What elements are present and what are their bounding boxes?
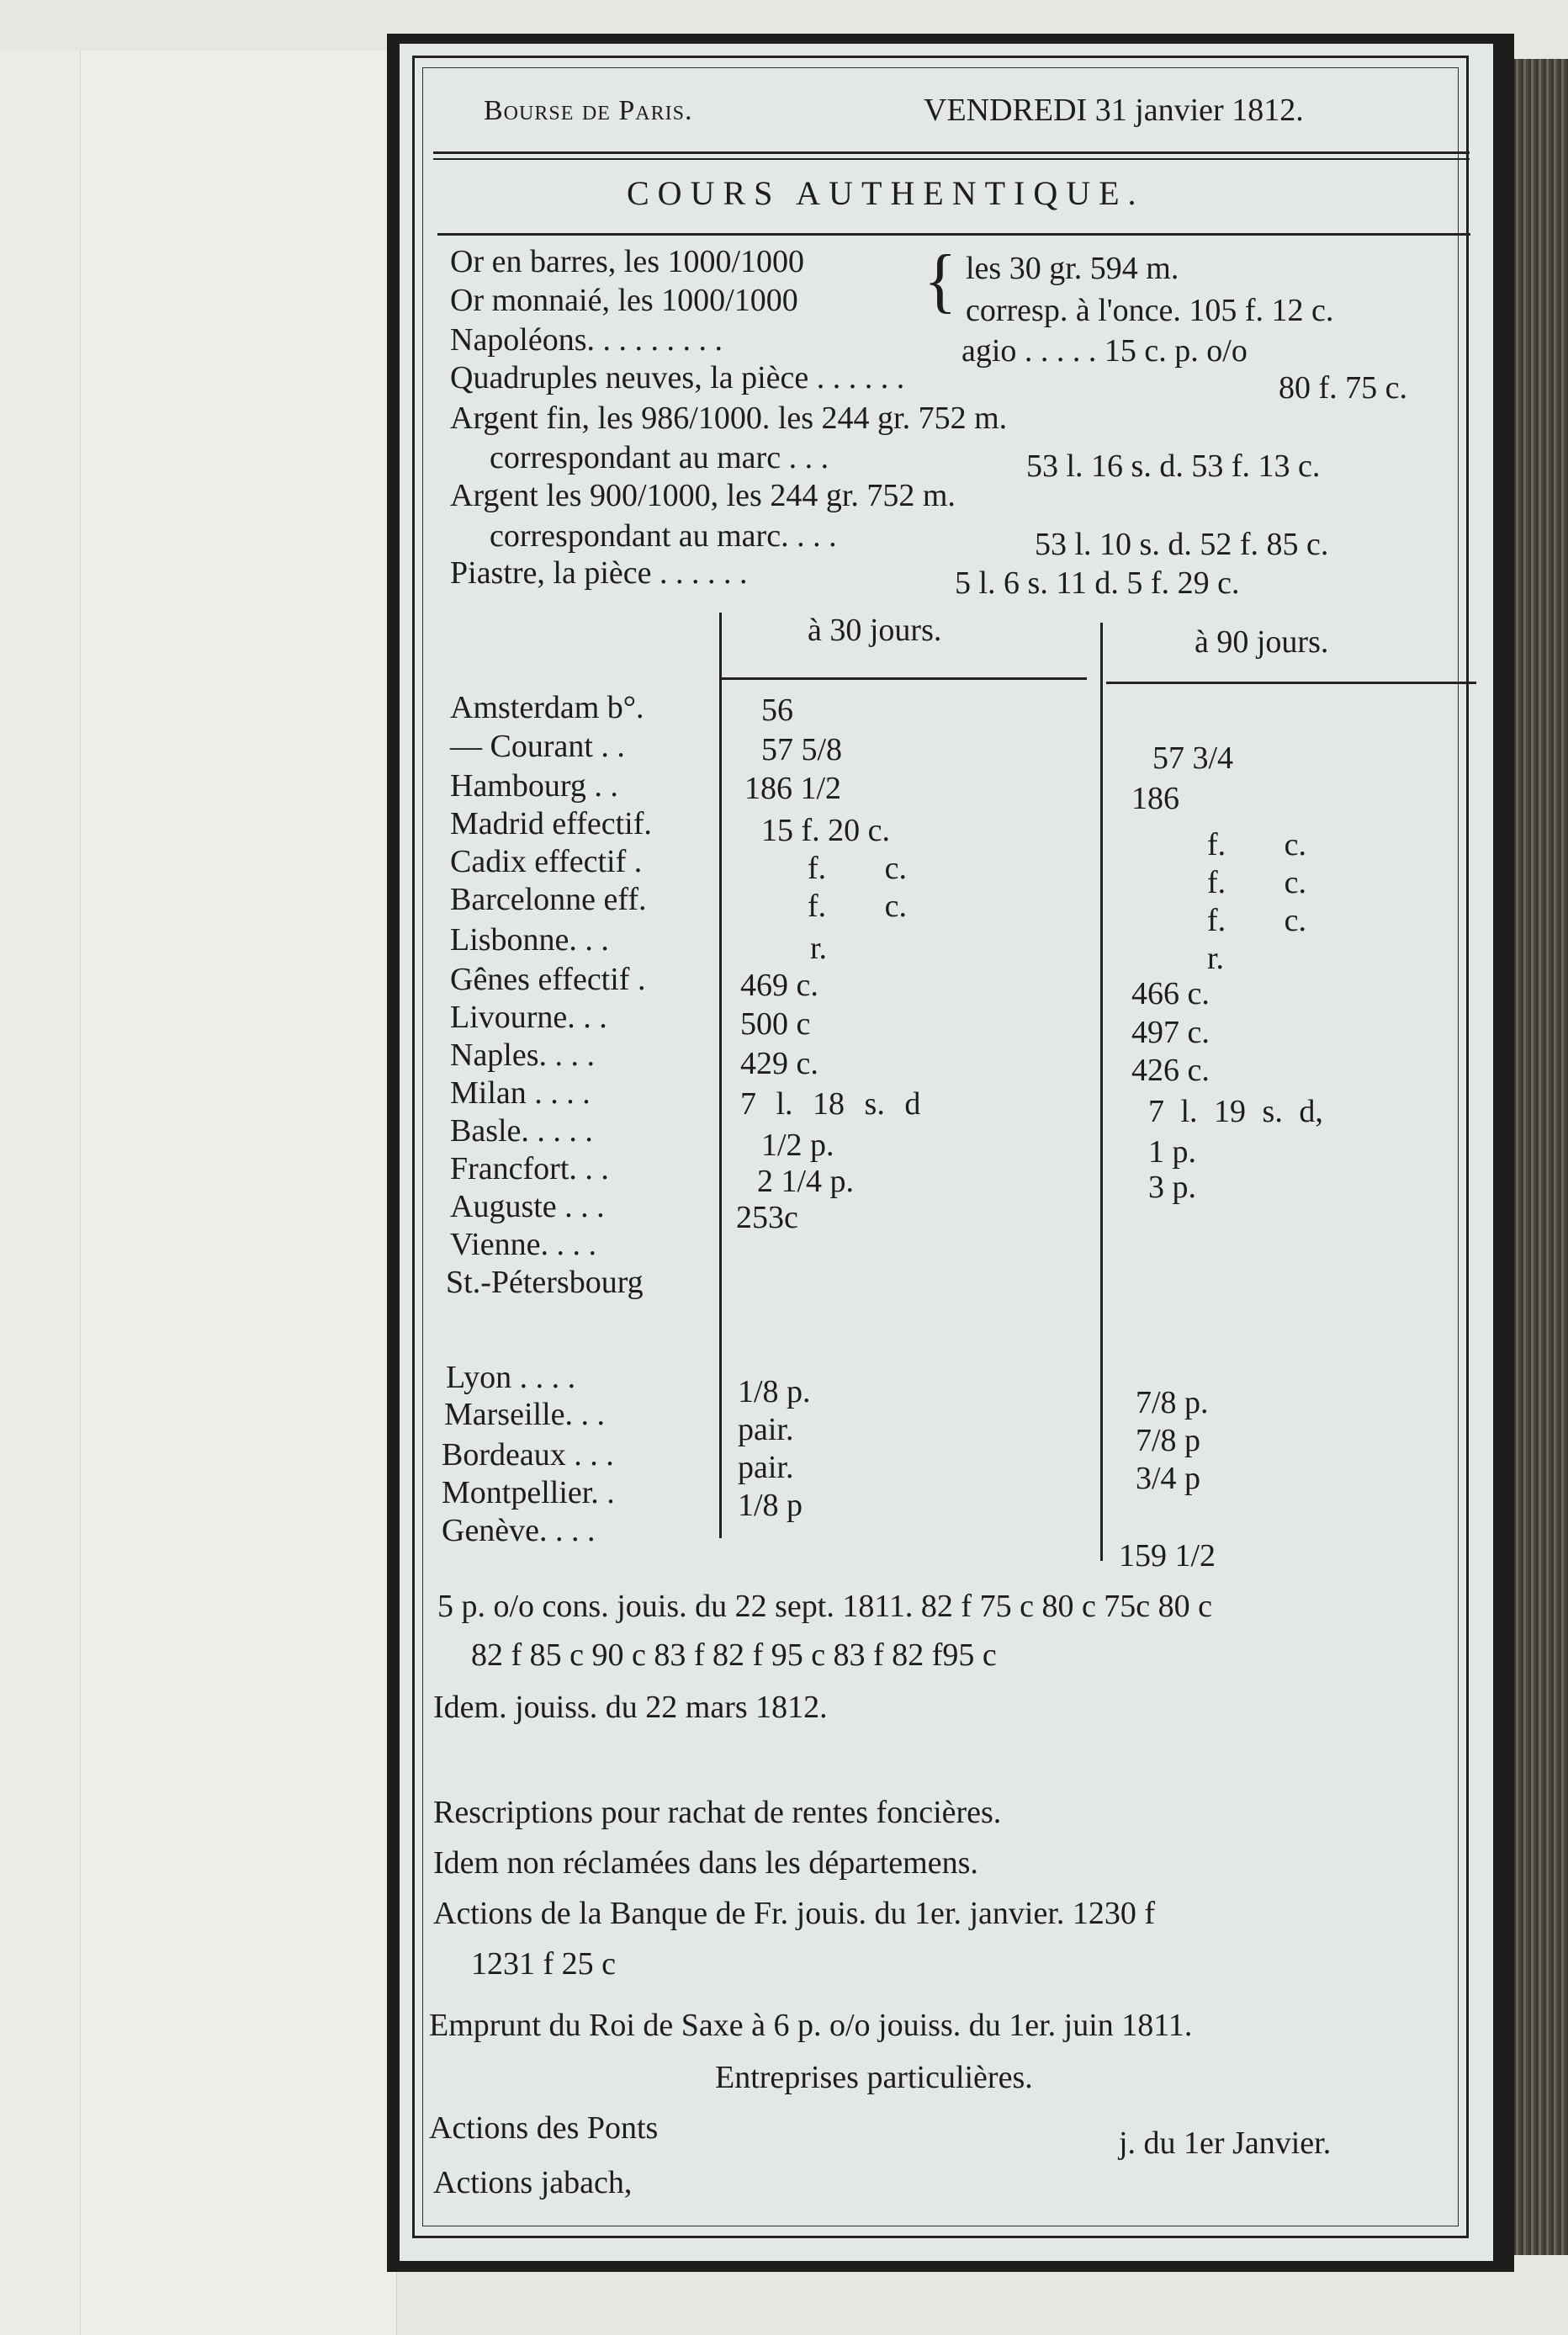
rescriptions-idem: Idem non réclamées dans les départemens.	[433, 1845, 978, 1881]
book-page-edges	[1506, 59, 1568, 2255]
table-row-place: Marseille. . .	[444, 1397, 606, 1432]
banque-line-1: Actions de la Banque de Fr. jouis. du 1er. janvier. 1230 f	[433, 1896, 1156, 1931]
table-row-90: 7 l. 19 s. d,	[1148, 1094, 1323, 1129]
metal-label: Argent fin, les 986/1000. les 244 gr. 752 m.	[450, 401, 1008, 436]
metal-label: Or monnaié, les 1000/1000	[450, 283, 798, 318]
actions-ponts: Actions des Ponts	[429, 2110, 659, 2146]
table-row-90: 3 p.	[1148, 1170, 1196, 1205]
page-title: COURS AUTHENTIQUE.	[627, 174, 1145, 212]
metal-value: 80 f. 75 c.	[1279, 370, 1408, 406]
table-row-place: Lyon . . . .	[446, 1360, 576, 1395]
column-header-30: à 30 jours.	[808, 613, 942, 648]
metal-label: correspondant au marc . . .	[490, 440, 829, 475]
brace-glyph: {	[924, 239, 957, 321]
table-row-place: Livourne. . .	[450, 1000, 607, 1035]
table-row-30: 1/8 p.	[738, 1374, 811, 1409]
table-row-30: 500 c	[740, 1006, 811, 1042]
table-row-90: 186	[1131, 781, 1179, 816]
table-row-place: Naples. . . .	[450, 1037, 596, 1073]
left-page-leaf	[80, 50, 396, 2335]
metal-label: Or en barres, les 1000/1000	[450, 244, 805, 279]
table-row-30: 57 5/8	[761, 732, 843, 767]
metal-value: les 30 gr. 594 m.	[966, 251, 1179, 286]
table-row-90: 57 3/4	[1152, 740, 1234, 776]
table-row-90: f. c.	[1207, 865, 1307, 900]
table-row-90: f. c.	[1207, 827, 1307, 862]
metal-label: Napoléons. . . . . . . . .	[450, 322, 723, 358]
table-row-place: Cadix effectif .	[450, 844, 643, 879]
table-row-90: f. c.	[1207, 903, 1307, 938]
metal-value: 53 l. 16 s. d. 53 f. 13 c.	[1026, 448, 1321, 484]
table-row-30: 253c	[736, 1200, 798, 1235]
metal-label: Quadruples neuves, la pièce . . . . . .	[450, 360, 905, 395]
table-row-place: Amsterdam b°.	[450, 690, 644, 725]
table-row-30: 15 f. 20 c.	[761, 813, 891, 848]
column-rule-30	[722, 677, 1087, 680]
table-row-90: 426 c.	[1131, 1053, 1210, 1088]
header-rule-1	[433, 151, 1470, 154]
header-rule-2	[433, 158, 1470, 160]
table-row-30: pair.	[738, 1412, 794, 1447]
table-row-30: f. c.	[808, 851, 908, 886]
metal-value: 5 l. 6 s. 11 d. 5 f. 29 c.	[955, 565, 1240, 601]
banque-line-2: 1231 f 25 c	[471, 1946, 617, 1982]
header-bourse: Bourse de Paris.	[484, 95, 693, 126]
table-row-place: Gênes effectif .	[450, 962, 646, 997]
metal-label: Argent les 900/1000, les 244 gr. 752 m.	[450, 478, 956, 513]
table-row-place: Hambourg . .	[450, 768, 618, 804]
table-row-place: Francfort. . .	[450, 1151, 609, 1186]
title-rule	[437, 233, 1470, 236]
table-rule-left	[719, 613, 722, 1538]
actions-jabach: Actions jabach,	[433, 2165, 633, 2200]
table-row-30: f. c.	[808, 889, 908, 924]
table-row-place: Montpellier. .	[442, 1475, 615, 1510]
table-row-place: Milan . . . .	[450, 1075, 591, 1111]
table-row-place: Bordeaux . . .	[442, 1437, 614, 1473]
table-row-30: 1/2 p.	[761, 1128, 834, 1163]
column-rule-90	[1106, 682, 1476, 684]
metal-value: corresp. à l'once. 105 f. 12 c.	[966, 293, 1334, 328]
table-rule-middle	[1100, 623, 1103, 1561]
metal-value: agio . . . . . 15 c. p. o/o	[961, 333, 1248, 369]
column-header-90: à 90 jours.	[1195, 624, 1329, 660]
table-row-place: Auguste . . .	[450, 1189, 605, 1224]
table-row-90: 497 c.	[1131, 1015, 1210, 1050]
rente-line-2: 82 f 85 c 90 c 83 f 82 f 95 c 83 f 82 f95 c	[471, 1637, 997, 1673]
table-row-90: 7/8 p	[1136, 1423, 1201, 1458]
table-row-30: r.	[810, 931, 828, 966]
table-row-30: pair.	[738, 1450, 794, 1485]
table-row-30: 7 l. 18 s. d	[740, 1086, 921, 1122]
metal-value: 53 l. 10 s. d. 52 f. 85 c.	[1035, 527, 1329, 562]
table-row-90: 466 c.	[1131, 976, 1210, 1011]
table-row-place: Barcelonne eff.	[450, 882, 647, 917]
table-row-place: Vienne. . . .	[450, 1227, 596, 1262]
table-row-90: 7/8 p.	[1136, 1385, 1209, 1420]
rescriptions: Rescriptions pour rachat de rentes foncières.	[433, 1795, 1002, 1830]
actions-ponts-jouissance: j. du 1er Janvier.	[1119, 2125, 1332, 2161]
header-date: VENDREDI 31 janvier 1812.	[924, 93, 1304, 128]
table-row-30: 186 1/2	[744, 771, 842, 806]
table-row-30: 2 1/4 p.	[757, 1164, 855, 1199]
emprunt-saxe: Emprunt du Roi de Saxe à 6 p. o/o jouiss. du 1er. juin 1811.	[429, 2008, 1193, 2043]
rente-idem: Idem. jouiss. du 22 mars 1812.	[433, 1690, 828, 1725]
metal-label: correspondant au marc. . . .	[490, 518, 837, 554]
table-row-90: r.	[1207, 941, 1225, 976]
table-row-90: 3/4 p	[1136, 1461, 1201, 1496]
metal-label: Piastre, la pièce . . . . . .	[450, 555, 748, 591]
table-row-90: 159 1/2	[1119, 1538, 1216, 1573]
table-row-30: 469 c.	[740, 968, 818, 1003]
table-row-place: Basle. . . . .	[450, 1113, 593, 1149]
table-row-place: Madrid effectif.	[450, 806, 652, 841]
table-row-place: St.-Pétersbourg	[446, 1265, 644, 1300]
table-row-30: 56	[761, 693, 793, 728]
table-row-place: — Courant . .	[450, 729, 625, 764]
table-row-place: Lisbonne. . .	[450, 922, 609, 958]
table-row-90: 1 p.	[1148, 1134, 1196, 1170]
table-row-30: 1/8 p	[738, 1488, 803, 1523]
table-row-place: Genève. . . .	[442, 1513, 596, 1548]
left-page	[0, 50, 397, 2335]
table-row-30: 429 c.	[740, 1046, 818, 1081]
entreprises-heading: Entreprises particulières.	[715, 2060, 1033, 2095]
rente-line-1: 5 p. o/o cons. jouis. du 22 sept. 1811. 82 f 75 c 80 c 75c 80 c	[437, 1589, 1213, 1624]
